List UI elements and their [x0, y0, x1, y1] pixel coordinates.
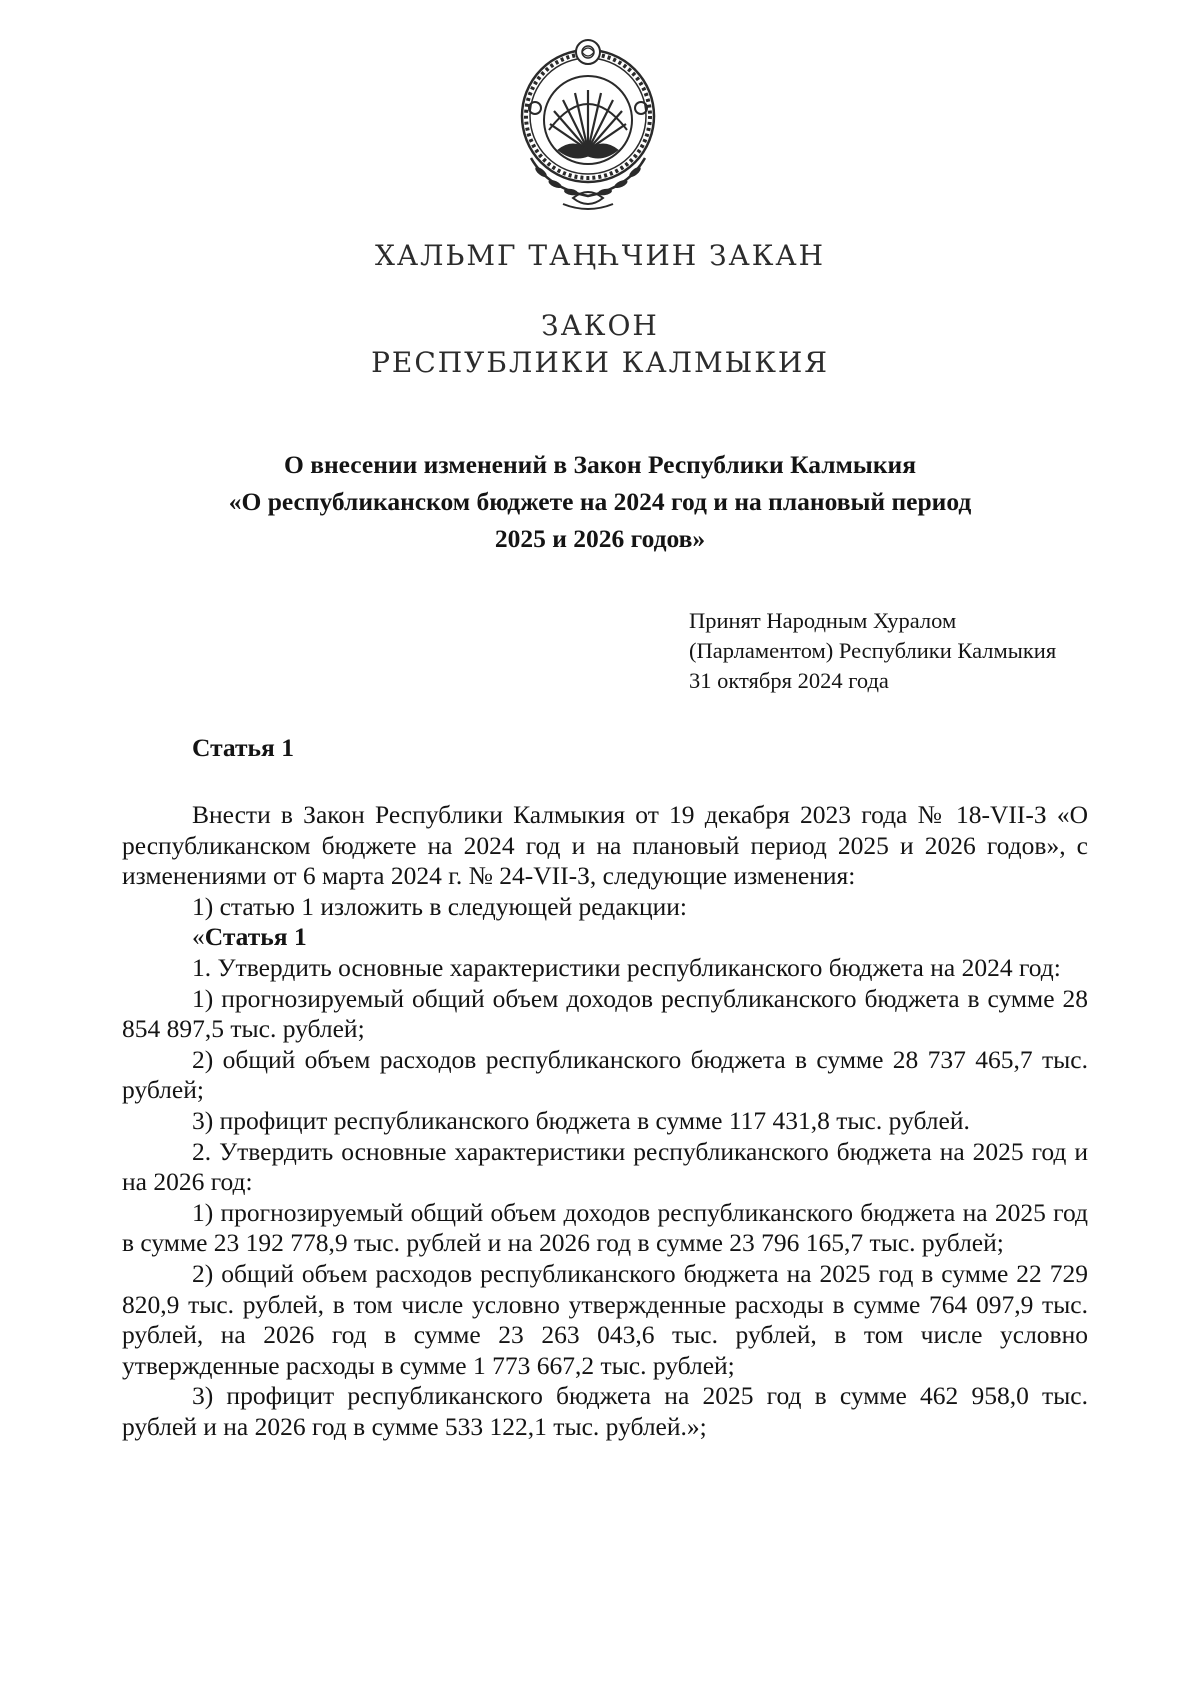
adoption-note-line-1: Принят Народным Хуралом [689, 608, 957, 633]
quote-open: « [192, 922, 205, 952]
quoted-article-heading [122, 922, 1088, 953]
article-intro: Внести в Закон Республики Калмыкия от 19 декабря 2023 года № 18-VII-З «О республиканском бюджете на 2024 год и на плановый период 2025 и 2026 годов», с изменениями от 6 марта 2024 г. № 24-VII-З, следующие изменения: [122, 800, 1088, 891]
law-label: ЗАКОН [541, 309, 659, 342]
paragraph-2-item-3: 3) профицит республиканского бюджета на 2025 год в сумме 462 958,0 тыс. рублей и на 2026 год в сумме 533 122,1 тыс. рублей.»; [122, 1381, 1088, 1441]
quoted-article-title: Статья 1 [204, 922, 307, 952]
republic-label: РЕСПУБЛИКИ КАЛМЫКИЯ [371, 346, 829, 379]
adoption-date: 31 октября 2024 года [689, 668, 889, 693]
paragraph-1-item-1: 1) прогнозируемый общий объем доходов республиканского бюджета в сумме 28 854 897,5 тыс. рублей; [122, 983, 1088, 1044]
kalmyk-law-title: ХАЛЬМГ ТАҢҺЧИН ЗАКАН [374, 239, 826, 272]
paragraph-1-item-2: 2) общий объем расходов республиканского бюджета в сумме 28 737 465,7 тыс. рублей; [122, 1044, 1088, 1105]
adoption-note [689, 606, 1056, 696]
law-title-line-2: «О республиканском бюджете на 2024 год и на плановый период [228, 487, 972, 516]
amendment-item-1: 1) статью 1 изложить в следующей редакции: [192, 891, 687, 921]
adoption-note-line-2: (Парламентом) Республики Калмыкия [689, 638, 1057, 663]
paragraph-2-item-1: 1) прогнозируемый общий объем доходов республиканского бюджета на 2025 год в сумме 23 192 778,9 тыс. рублей и на 2026 год в сумме 23 796 165,7 тыс. рублей; [122, 1197, 1088, 1258]
paragraph-1: 1. Утвердить основные характеристики республиканского бюджета на 2024 год: [192, 952, 1061, 982]
paragraph-2-item-2: 2) общий объем расходов республиканского бюджета на 2025 год в сумме 22 729 820,9 тыс. рублей, в том числе условно утвержденные расходы в сумме 764 097,9 тыс. рублей, на 2026 год в сумме 23 263 043,6 тыс. рублей, в том числе условно утвержденные расходы в сумме 1 773 667,2 тыс. рублей; [122, 1258, 1088, 1380]
law-title [120, 446, 1080, 557]
paragraph-1-item-3: 3) профицит республиканского бюджета в сумме 117 431,8 тыс. рублей. [192, 1105, 970, 1135]
law-title-line-3: 2025 и 2026 годов» [494, 524, 706, 553]
paragraph-2: 2. Утвердить основные характеристики республиканского бюджета на 2025 год и на 2026 год: [122, 1136, 1088, 1197]
article-heading: Статья 1 [192, 733, 294, 762]
law-title-line-1: О внесении изменений в Закон Республики Калмыкия [283, 450, 917, 479]
coat-of-arms-emblem [513, 38, 663, 213]
article-body [122, 800, 1088, 1442]
